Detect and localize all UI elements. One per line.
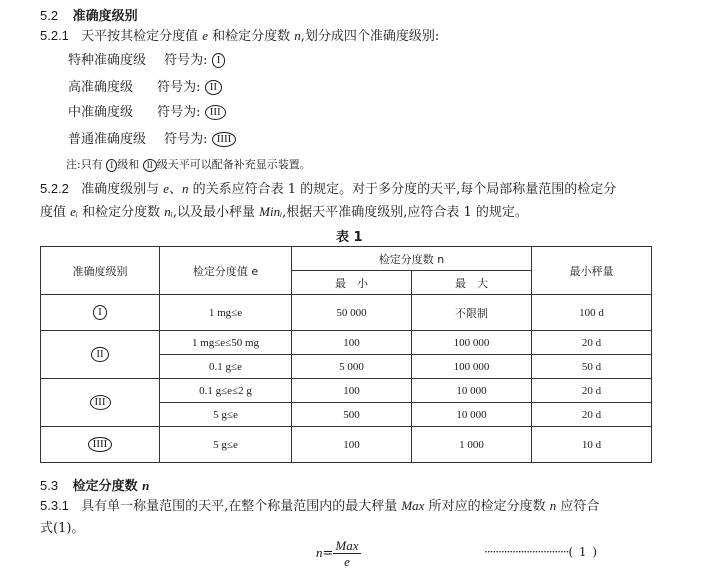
clause-number: 5.2.2 <box>40 181 69 196</box>
class-item-high <box>68 80 222 96</box>
e-cell: 5 g≤e <box>160 403 292 427</box>
clause-text: 应符合 <box>560 499 600 514</box>
class-cell <box>41 379 160 427</box>
class-symbol-icon: I <box>212 53 226 68</box>
header-class: 准确度级别 <box>41 247 160 295</box>
class-name: 中准确度级 <box>68 105 134 120</box>
class-symbol-icon: III <box>205 105 226 120</box>
clause-text: ,划分成四个准确度级别: <box>300 29 440 44</box>
e-cell: 0.1 g≤e≤2 g <box>160 379 292 403</box>
clause-5-3-1-line2: 式(1)。 <box>40 521 85 536</box>
class-name: 高准确度级 <box>68 80 134 95</box>
class-symbol-icon: IIII <box>88 437 113 452</box>
clause-text: ,根据天平准确度级别,应符合表 1 的规定。 <box>282 205 528 220</box>
n-max-cell: 不限制 <box>412 295 532 331</box>
min-load-cell: 20 d <box>532 403 652 427</box>
var-ni: nᵢ <box>164 204 173 219</box>
n-max-cell: 10 000 <box>412 403 532 427</box>
class-item-special <box>68 53 225 69</box>
section-5-2-heading <box>40 5 138 24</box>
var-e: e <box>202 28 208 43</box>
section-number: 5.2 <box>40 8 59 23</box>
min-load-cell: 50 d <box>532 355 652 379</box>
class-symbol-icon: I <box>93 305 107 320</box>
class-item-ordinary <box>68 132 236 148</box>
table-row <box>41 427 652 463</box>
formula-eq: = <box>322 546 334 561</box>
n-min-cell: 100 <box>292 379 412 403</box>
clause-text: 的关系应符合表 1 的规定。对于多分度的天平,每个局部称量范围的检定分 <box>192 182 617 197</box>
symbol-label: 符号为: <box>157 80 201 95</box>
clause-text: 具有单一称量范围的天平,在整个称量范围内的最大秤量 <box>81 499 398 514</box>
e-cell: 1 mg≤e≤50 mg <box>160 331 292 355</box>
class-symbol-icon: II <box>91 347 108 362</box>
note-text: 级天平可以配备补充显示装置。 <box>156 158 311 171</box>
clause-5-2-2-line2 <box>40 204 528 221</box>
n-min-cell: 5 000 <box>292 355 412 379</box>
min-load-cell: 10 d <box>532 427 652 463</box>
clause-text: ,以及最小秤量 <box>172 205 255 220</box>
e-cell: 0.1 g≤e <box>160 355 292 379</box>
table-row <box>41 331 652 355</box>
var-min-i: Minᵢ <box>259 204 283 219</box>
clause-text: 准确度级别与 <box>81 182 160 197</box>
class-symbol-icon: II <box>205 80 222 95</box>
formula-fraction <box>333 538 360 569</box>
formula-leader: ······························ <box>484 545 569 559</box>
n-min-cell: 100 <box>292 331 412 355</box>
symbol-label: 符号为: <box>157 105 201 120</box>
var-n: n <box>142 478 150 493</box>
e-cell: 5 g≤e <box>160 427 292 463</box>
clause-text: 天平按其检定分度值 <box>81 29 199 44</box>
formula-1 <box>316 538 361 569</box>
clause-number: 5.3.1 <box>40 498 69 513</box>
var-max: Max <box>401 498 425 513</box>
clause-text: 和检定分度数 <box>82 205 161 220</box>
clause-5-2-2-line1 <box>40 181 616 198</box>
clause-5-2-1 <box>40 28 439 45</box>
table-row <box>41 295 652 331</box>
symbol-label: 符号为: <box>164 132 208 147</box>
header-n-max: 最 大 <box>412 271 532 295</box>
note-text: 注:只有 <box>66 158 103 171</box>
section-title: 检定分度数 <box>72 479 138 494</box>
var-n: n <box>549 498 557 513</box>
clause-number: 5.2.1 <box>40 28 69 43</box>
min-load-cell: 20 d <box>532 331 652 355</box>
class-symbol-icon: I <box>106 159 117 172</box>
clause-text: 和检定分度数 <box>212 29 291 44</box>
var-n: n <box>294 28 301 43</box>
table-row <box>41 379 652 403</box>
header-min-load: 最小秤量 <box>532 247 652 295</box>
var-e-n: e、n <box>163 181 189 196</box>
clause-text: 度值 <box>40 205 67 220</box>
header-n-min: 最 小 <box>292 271 412 295</box>
class-cell <box>41 427 160 463</box>
n-min-cell: 100 <box>292 427 412 463</box>
n-max-cell: 100 000 <box>412 331 532 355</box>
class-symbol-icon: IIII <box>212 132 237 147</box>
min-load-cell: 100 d <box>532 295 652 331</box>
clause-5-3-1-line1 <box>40 498 599 515</box>
var-ei: eᵢ <box>70 204 78 219</box>
class-name: 特种准确度级 <box>68 53 147 68</box>
e-cell: 1 mg≤e <box>160 295 292 331</box>
clause-text: 所对应的检定分度数 <box>428 499 546 514</box>
formula-denominator: e <box>344 554 350 569</box>
table-caption: 表 1 <box>336 230 363 245</box>
class-cell <box>41 331 160 379</box>
symbol-label: 符号为: <box>164 53 208 68</box>
min-load-cell: 20 d <box>532 379 652 403</box>
class-cell <box>41 295 160 331</box>
formula-label <box>484 545 598 559</box>
n-min-cell: 500 <box>292 403 412 427</box>
section-5-3-heading <box>40 475 149 494</box>
section-title: 准确度级别 <box>72 9 138 24</box>
table-1 <box>40 246 652 463</box>
formula-numerator: Max <box>335 538 359 553</box>
n-min-cell: 50 000 <box>292 295 412 331</box>
class-symbol-icon: II <box>143 159 157 172</box>
header-n-group: 检定分度数 n <box>292 247 532 271</box>
n-max-cell: 10 000 <box>412 379 532 403</box>
n-max-cell: 1 000 <box>412 427 532 463</box>
formula-lhs: n <box>316 545 323 560</box>
class-name: 普通准确度级 <box>68 132 147 147</box>
class-symbol-icon: III <box>90 395 111 410</box>
note-text: 级和 <box>117 158 140 171</box>
header-e: 检定分度值 e <box>160 247 292 295</box>
note <box>66 158 311 172</box>
section-number: 5.3 <box>40 478 59 493</box>
class-item-medium <box>68 105 226 121</box>
n-max-cell: 100 000 <box>412 355 532 379</box>
formula-number: ( 1 ) <box>568 545 599 559</box>
